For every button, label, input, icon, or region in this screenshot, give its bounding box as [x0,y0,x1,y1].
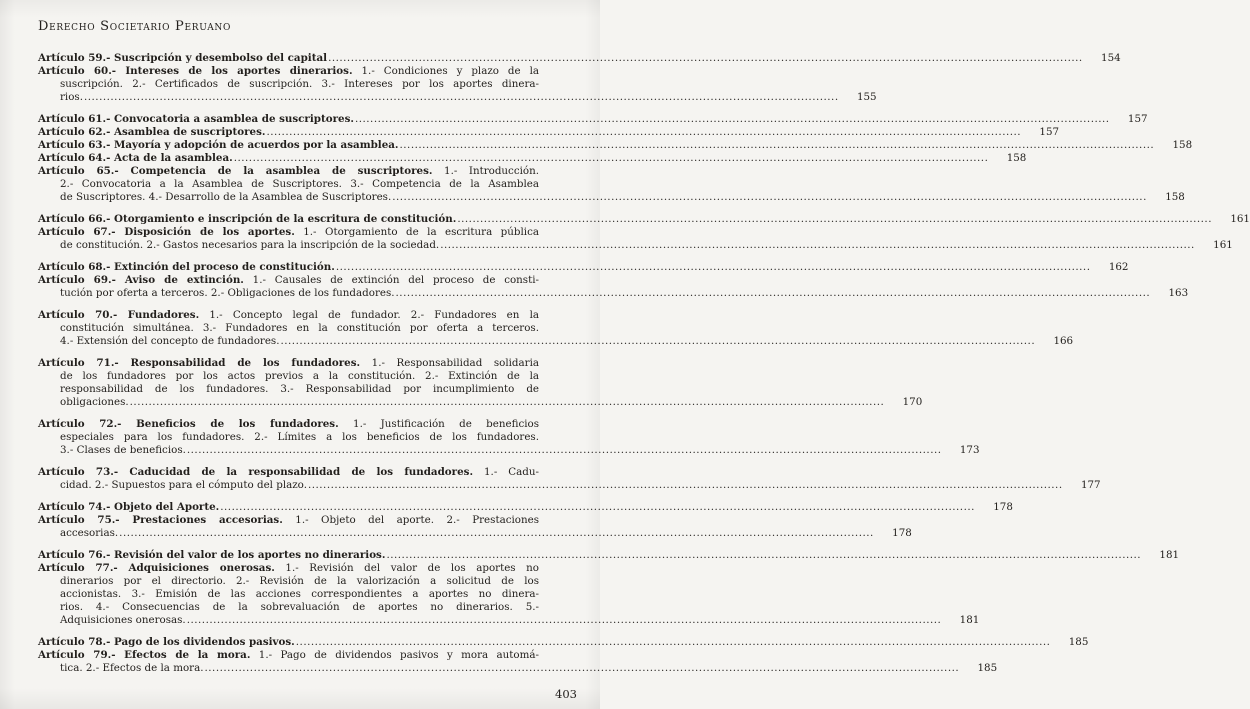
toc-line [38,126,1060,139]
toc-group [38,261,1189,300]
toc-line-text [38,261,335,274]
dot-leader [328,52,1083,65]
toc-entry-page-number: 166 [1053,335,1074,347]
toc-line-text [60,383,539,395]
dot-leader [457,213,1212,226]
toc-line-text [38,165,539,177]
toc-entry [38,139,1193,152]
toc-entry-article-label: Artículo 76.- Revisión del valor de los aportes no dinerarios. [38,549,386,561]
toc-line-text [60,287,395,300]
toc-entry-article-label: Artículo 71.- Responsabilidad de los fundadores. [38,357,361,369]
toc-entry-page-number: 185 [977,662,998,674]
toc-entry-page-number: 177 [1080,479,1101,491]
toc-line [60,287,1189,300]
toc-line [60,396,923,409]
toc-entry-article-label: Artículo 61.- Convocatoria a asamblea de suscriptores. [38,113,354,125]
toc-group [38,636,1089,675]
toc-entry-subitems: obligaciones. [60,396,129,408]
toc-line [38,226,539,239]
toc-line [60,431,539,444]
dot-leader [205,662,960,675]
toc-line-text [38,466,539,478]
toc-entry-article-label: Artículo 68.- Extinción del proceso de constitución. [38,261,335,273]
toc-line [60,527,912,540]
toc-entry [38,261,1129,274]
toc-entry [38,501,1013,514]
toc-entry-subitems: tución por oferta a terceros. 2.- Obligaciones de los fundadores. [60,287,395,299]
table-of-contents [38,52,1250,675]
toc-line [38,52,1121,65]
toc-line-text [38,501,219,514]
toc-entry-page-number: 185 [1068,636,1089,648]
toc-entry-page-number: 181 [959,614,980,626]
toc-line [60,614,980,627]
toc-entry-subitems: 1.- Concepto legal de fundador. 2.- Fundadores en la [199,309,539,321]
toc-line-text [60,91,83,104]
toc-line [38,649,539,662]
toc-entry [38,418,980,457]
toc-entry-page-number: 157 [1039,126,1060,138]
toc-entry [38,213,1250,226]
dot-leader [296,636,1051,649]
toc-line [60,383,539,396]
toc-entry-article-label: Artículo 77.- Adquisiciones onerosas. [38,562,275,574]
toc-line-text [38,649,539,661]
toc-entry-subitems: 1.- Justificación de beneficios [338,418,539,430]
toc-entry-subitems: 3.- Clases de beneficios. [60,444,186,456]
toc-entry-article-label: Artículo 69.- Aviso de extinción. [38,274,244,286]
toc-line-text [60,662,204,675]
toc-entry-subitems: de Suscriptores. 4.- Desarrollo de la Asamblea de Suscriptores. [60,191,392,203]
toc-entry-article-label: Artículo 75.- Prestaciones accesorias. [38,514,283,526]
toc-entry-article-label: Artículo 70.- Fundadores. [38,309,200,321]
toc-line [60,479,1101,492]
toc-entry-subitems: especiales para los fundadores. 2.- Límites a los beneficios de los fundadores. [60,431,539,443]
toc-line [60,662,998,675]
dot-leader [266,126,1021,139]
toc-line-text [38,562,539,574]
toc-entry [38,274,1189,300]
toc-line [60,370,539,383]
toc-entry-subitems: 1.- Introducción. [432,165,539,177]
toc-entry-subitems: de constitución. 2.- Gastos necesarios para la inscripción de la sociedad. [60,239,440,251]
toc-line [60,601,539,614]
toc-line-text [60,575,539,587]
dot-leader [280,335,1035,348]
toc-line-text [60,239,439,252]
toc-line-text [38,213,456,226]
toc-entry [38,113,1148,126]
toc-line-text [60,527,118,540]
toc-group [38,466,1101,492]
toc-entry [38,126,1060,139]
toc-entry-article-label: Artículo 73.- Caducidad de la responsabilidad de los fundadores. [38,466,474,478]
toc-line-text [60,396,129,409]
toc-entry-article-label: Artículo 59.- Suscripción y desembolso del capital [38,52,328,64]
toc-entry-article-label: Artículo 65.- Competencia de la asamblea de suscriptores. [38,165,433,177]
dot-leader [220,501,975,514]
toc-entry-subitems: 1.- Revisión del valor de los aportes no [274,562,539,574]
dot-leader [308,479,1063,492]
toc-line [38,501,1013,514]
toc-line-text [38,139,399,152]
toc-line-text [60,601,539,613]
toc-entry-subitems: constitución simultánea. 3.- Fundadores en la constitución por oferta a terceros. [60,322,539,334]
toc-entry-subitems: cidad. 2.- Supuestos para el cómputo del plazo. [60,479,307,491]
toc-line-text [60,191,391,204]
toc-line [60,91,877,104]
toc-group [38,357,923,409]
toc-entry-page-number: 173 [959,444,980,456]
toc-entry-page-number: 158 [1165,191,1185,203]
toc-line-text [60,444,186,457]
toc-entry-subitems: dinerarios por el directorio. 2.- Revisión de la valorización a solicitud de los [60,575,539,587]
toc-entry-page-number: 163 [1168,287,1189,299]
running-header: Derecho Societario Peruano [38,19,232,34]
toc-entry-subitems: Adquisiciones onerosas. [60,614,186,626]
toc-entry-page-number: 161 [1213,239,1233,251]
toc-line [38,309,539,322]
toc-line-text [60,78,539,90]
dot-leader [396,287,1151,300]
toc-entry [38,466,1101,492]
toc-entry-page-number: 158 [1172,139,1193,151]
toc-line [38,139,1193,152]
toc-entry-subitems: 1.- Causales de extinción del proceso de consti- [243,274,539,286]
toc-line [38,466,539,479]
toc-entry-subitems: 4.- Extensión del concepto de fundadores. [60,335,280,347]
toc-line-text [38,52,327,65]
dot-leader [386,549,1141,562]
toc-line [60,178,539,191]
toc-line [38,65,539,78]
toc-line [38,562,539,575]
toc-entry-article-label: Artículo 60.- Intereses de los aportes dinerarios. [38,65,353,77]
toc-entry [38,514,912,540]
toc-group [38,113,1193,204]
toc-line-text [60,479,307,492]
toc-group [38,501,1013,540]
dot-leader [187,614,942,627]
dot-leader [355,113,1110,126]
toc-entry-subitems: 1.- Condiciones y plazo de la [352,65,539,77]
toc-group [38,418,980,457]
toc-entry-article-label: Artículo 72.- Beneficios de los fundadores. [38,418,339,430]
toc-line [38,514,539,527]
toc-entry-subitems: 1.- Cadu- [473,466,539,478]
toc-entry [38,152,1027,165]
toc-line [60,78,539,91]
toc-entry-subitems: rios. [60,91,83,103]
toc-entry-page-number: 162 [1108,261,1129,273]
toc-line [38,165,539,178]
dot-leader [400,139,1155,152]
toc-entry-article-label: Artículo 67.- Disposición de los aportes. [38,226,295,238]
toc-entry-subitems: suscripción. 2.- Certificados de suscripción. 3.- Intereses por los aportes dinera- [60,78,539,90]
toc-entry-subitems: 1.- Pago de dividendos pasivos y mora automá- [250,649,539,661]
dot-leader [234,152,989,165]
toc-line-text [38,152,233,165]
toc-entry-subitems: de los fundadores por los actos previos a la constitución. 2.- Extinción de la [60,370,539,382]
toc-entry-page-number: 161 [1230,213,1250,225]
toc-line-text [38,65,539,77]
toc-line-text [60,431,539,443]
toc-line [60,191,1185,204]
toc-entry-article-label: Artículo 74.- Objeto del Aporte. [38,501,220,513]
toc-line-text [38,126,265,139]
toc-line [38,274,539,287]
toc-entry-article-label: Artículo 64.- Acta de la asamblea. [38,152,233,164]
toc-entry-subitems: 1.- Responsabilidad solidaria [360,357,539,369]
toc-entry [38,357,923,409]
toc-entry-subitems: 1.- Otorgamiento de la escritura pública [294,226,539,238]
toc-line [38,636,1089,649]
toc-entry-page-number: 178 [993,501,1013,513]
toc-entry-page-number: 157 [1127,113,1148,125]
toc-line-text [38,514,539,526]
toc-line-text [60,322,539,334]
toc-line [38,357,539,370]
toc-entry-article-label: Artículo 63.- Mayoría y adopción de acuerdos por la asamblea. [38,139,399,151]
toc-line-text [60,588,539,600]
toc-group [38,549,1180,627]
toc-line [60,444,980,457]
toc-line [38,549,1180,562]
dot-leader [130,396,885,409]
toc-entry-page-number: 170 [902,396,923,408]
dot-leader [440,239,1195,252]
toc-entry [38,226,1233,252]
toc-line-text [38,636,295,649]
toc-line-text [38,226,539,238]
toc-line [60,239,1233,252]
dot-leader [187,444,942,457]
toc-entry-subitems: tica. 2.- Efectos de la mora. [60,662,204,674]
toc-line [60,588,539,601]
toc-entry-subitems: accesorias. [60,527,119,539]
toc-entry [38,165,1185,204]
toc-entry [38,636,1089,649]
toc-line-text [60,370,539,382]
toc-line [38,152,1027,165]
toc-line-text [38,309,539,321]
toc-entry-page-number: 178 [892,527,912,539]
toc-line [38,213,1250,226]
dot-leader [392,191,1147,204]
toc-line [60,575,539,588]
dot-leader [84,91,839,104]
toc-line [38,261,1129,274]
toc-group [38,309,1074,348]
toc-entry [38,649,998,675]
toc-line [60,322,539,335]
toc-entry [38,309,1074,348]
toc-entry-page-number: 181 [1159,549,1180,561]
toc-entry-article-label: Artículo 66.- Otorgamiento e inscripción de la escritura de constitución. [38,213,457,225]
toc-line-text [38,418,539,430]
dot-leader [336,261,1091,274]
toc-entry-subitems: accionistas. 3.- Emisión de las acciones correspondientes a aportes no dinera- [60,588,539,600]
page-number-footer: 403 [555,687,577,701]
toc-entry [38,52,1121,65]
toc-line-text [60,335,279,348]
toc-entry-page-number: 155 [856,91,877,103]
toc-line [60,335,1074,348]
toc-entry-subitems: 1.- Objeto del aporte. 2.- Prestaciones [282,514,539,526]
toc-entry-article-label: Artículo 78.- Pago de los dividendos pasivos. [38,636,295,648]
toc-line [38,418,539,431]
toc-entry [38,65,877,104]
toc-entry-page-number: 158 [1006,152,1027,164]
toc-line-text [38,113,354,126]
toc-entry-article-label: Artículo 79.- Efectos de la mora. [38,649,251,661]
toc-entry [38,562,980,627]
dot-leader [119,527,874,540]
toc-group [38,213,1250,252]
toc-line-text [60,178,539,190]
toc-line-text [38,357,539,369]
toc-line-text [60,614,186,627]
toc-group [38,52,1121,104]
toc-entry-subitems: 2.- Convocatoria a la Asamblea de Suscriptores. 3.- Competencia de la Asamblea [60,178,539,190]
toc-entry-article-label: Artículo 62.- Asamblea de suscriptores. [38,126,266,138]
toc-line-text [38,549,385,562]
toc-entry-page-number: 154 [1101,52,1121,64]
toc-line [38,113,1148,126]
toc-line-text [38,274,539,286]
toc-entry-subitems: rios. 4.- Consecuencias de la sobrevaluación de aportes no dinerarios. 5.- [60,601,539,613]
toc-entry-subitems: responsabilidad de los fundadores. 3.- Responsabilidad por incumplimiento de [60,383,539,395]
toc-entry [38,549,1180,562]
